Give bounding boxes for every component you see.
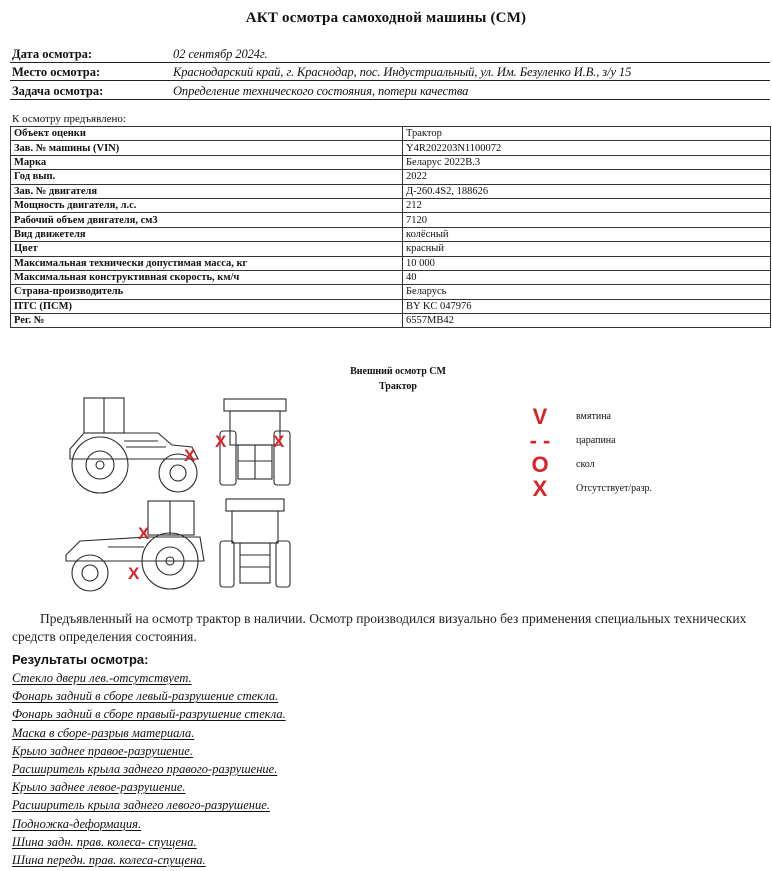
list-item: Крыло заднее правое-разрушение.: [12, 743, 193, 758]
inspection-date-row: [10, 46, 770, 63]
table-row: [11, 314, 771, 328]
inspection-paragraph: Предъявленный на осмотр трактор в наличии. Осмотр производился визуально без применения специальных технических средств определения состояния.: [12, 611, 747, 644]
damage-mark-icon: X: [138, 524, 150, 543]
table-row: [11, 227, 771, 241]
spec-key: Объект оценки: [11, 127, 403, 141]
spec-key: Марка: [11, 155, 403, 169]
spec-value: 10 000: [403, 256, 771, 270]
table-row: [11, 270, 771, 284]
damage-mark-icon: X: [273, 432, 285, 451]
list-item: Фонарь задний в сборе правый-разрушение стекла.: [12, 707, 286, 722]
spec-value: 40: [403, 270, 771, 284]
spec-value: Д-260.4S2, 188626: [403, 184, 771, 198]
document-title: АКТ осмотра самоходной машины (СМ): [245, 10, 527, 26]
inspection-place-value: Краснодарский край, г. Краснодар, пос. Индустриальный, ул. Им. Безуленко И.В., з/у 15: [173, 65, 632, 79]
list-item: Стекло двери лев.-отсутствует.: [12, 671, 192, 685]
results-title: Результаты осмотра:: [12, 652, 149, 667]
legend-label: скол: [576, 459, 595, 470]
spec-value: Трактор: [403, 127, 771, 141]
spec-value: Беларусь: [403, 285, 771, 299]
damage-mark-icon: X: [215, 432, 227, 451]
inspection-task-row: [10, 83, 770, 100]
tractor-diagram: [62, 395, 294, 595]
spec-key: Максимальная конструктивная скорость, км/ч: [11, 270, 403, 284]
list-item: Крыло заднее левое-разрушение.: [12, 780, 186, 795]
presented-caption: К осмотру предъявлено:: [12, 113, 126, 125]
table-row: [11, 256, 771, 270]
legend-label: Отсутствует/разр.: [576, 483, 653, 494]
spec-key: Рег. №: [11, 314, 403, 328]
table-row: [11, 141, 771, 155]
scratch-dash-icon: - -: [529, 428, 551, 453]
spec-key: ПТС (ПСМ): [11, 299, 403, 313]
list-item: Расширитель крыла заднего правого-разрушение.: [12, 761, 278, 776]
missing-x-icon: X: [532, 476, 548, 501]
table-row: [11, 155, 771, 169]
list-item: Шина передн. прав. колеса-спущена.: [12, 852, 206, 867]
chip-o-icon: O: [531, 452, 549, 477]
spec-key: Страна-производитель: [11, 285, 403, 299]
spec-key: Цвет: [11, 242, 403, 256]
legend-label: царапина: [576, 435, 616, 446]
dent-v-icon: V: [532, 404, 548, 429]
damage-legend: [525, 405, 745, 505]
table-row: [11, 242, 771, 256]
spec-key: Зав. № машины (VIN): [11, 141, 403, 155]
table-row: [11, 127, 771, 141]
spec-value: 7120: [403, 213, 771, 227]
inspection-date-label: Дата осмотра:: [12, 47, 93, 61]
damage-mark-icon: X: [184, 446, 196, 465]
spec-value: 212: [403, 198, 771, 212]
spec-key: Год вып.: [11, 170, 403, 184]
inspection-task-value: Определение технического состояния, потери качества: [173, 84, 469, 98]
spec-value: красный: [403, 242, 771, 256]
table-row: [11, 285, 771, 299]
vehicle-spec-table: [10, 126, 771, 328]
legend-item-dent: [525, 405, 745, 429]
table-row: [11, 213, 771, 227]
list-item: Маска в сборе-разрыв материала.: [12, 725, 195, 740]
spec-value: 6557МВ42: [403, 314, 771, 328]
spec-value: Y4R202203N1100072: [403, 141, 771, 155]
spec-key: Зав. № двигателя: [11, 184, 403, 198]
table-row: [11, 299, 771, 313]
inspection-place-label: Место осмотра:: [12, 65, 101, 79]
tractor-side-view-left: [70, 398, 198, 493]
legend-item-scratch: [525, 429, 745, 453]
legend-label: вмятина: [576, 411, 611, 422]
list-item: Фонарь задний в сборе левый-разрушение стекла.: [12, 689, 279, 704]
legend-item-chip: [525, 453, 745, 477]
list-item: Подножка-деформация.: [12, 816, 142, 831]
spec-key: Рабочий объем двигателя, см3: [11, 213, 403, 227]
inspection-place-row: [10, 64, 770, 81]
results-list: [12, 670, 572, 870]
inspection-task-label: Задача осмотра:: [12, 84, 104, 98]
table-row: [11, 184, 771, 198]
spec-value: BY KC 047976: [403, 299, 771, 313]
spec-value: 2022: [403, 170, 771, 184]
legend-item-missing: [525, 477, 745, 501]
list-item: Шина задн. прав. колеса- спущена.: [12, 834, 197, 849]
external-inspection-subtitle: Трактор: [379, 381, 417, 392]
inspection-date-value: 02 сентябр 2024г.: [173, 47, 268, 61]
spec-value: колёсный: [403, 227, 771, 241]
list-item: Расширитель крыла заднего левого-разрушение.: [12, 798, 270, 813]
spec-key: Вид движетеля: [11, 227, 403, 241]
table-row: [11, 198, 771, 212]
spec-key: Мощность двигателя, л.с.: [11, 198, 403, 212]
table-row: [11, 170, 771, 184]
spec-key: Максимальная технически допустимая масса, кг: [11, 256, 403, 270]
spec-value: Беларус 2022В.3: [403, 155, 771, 169]
damage-mark-icon: X: [128, 564, 140, 583]
tractor-front-view: [220, 499, 290, 587]
external-inspection-title: Внешний осмотр СМ: [350, 366, 446, 377]
